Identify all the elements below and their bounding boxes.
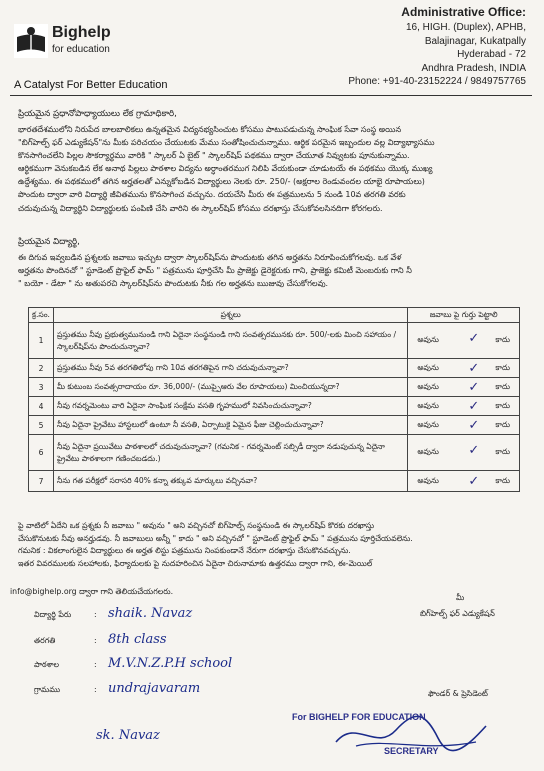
row-question: నీను గత పరీక్షలో సరాసరి 40% కన్నా తక్కువ మార్కులు వచ్చినవా?: [53, 471, 407, 492]
tagline: A Catalyst For Better Education: [14, 79, 168, 91]
tick-mark-icon: ✓: [468, 474, 480, 489]
intro-line: భారతదేశములోని నిరుపేద బాలబాలికలు ఉన్నతమైన విద్యనభ్యసించుట కోసము పాటుపడుచున్న సాంఘిక సేవా సంస్థ అయిన: [18, 125, 402, 134]
table-row: [29, 471, 520, 492]
student-paragraph: [18, 251, 526, 290]
stamp-org: For BIGHELP FOR EDUCATION: [292, 712, 426, 722]
field-value[interactable]: shaik. Navaz: [108, 606, 193, 621]
row-number: 4: [29, 397, 54, 416]
field-value[interactable]: 8th class: [108, 632, 167, 647]
intro-line: చదువుచున్న విద్యార్థిని విద్యార్థులకు పంపిణి చేసి వారిని ఈ స్కాలర్‌షిప్ కోసము దరఖాస్తు చేసుకోవలసినదిగా కోరగలరు.: [18, 203, 383, 213]
student-line: ఈ దిగువ ఇవ్వబడిన ప్రశ్నలకు జవాబు ఇచ్చుట ద్వారా స్కాలర్‌షిప్‌ను పొందుటకు తగిన అర్హతను నిరూపించుకోగలవు. ఒక వేళ: [18, 253, 402, 262]
table-row: [29, 359, 520, 378]
field-value[interactable]: M.V.N.Z.P.H school: [108, 656, 233, 671]
brand-name: Bighelp: [52, 24, 111, 41]
instructions-paragraph: [18, 520, 526, 570]
student-line: అర్హతను పొందినచో " స్టూడెంట్ ప్రొఫైల్ ఫామ్ " పత్రమును పూర్తిచేసి మీ ప్రాజెక్టు డైరెక్టరుకు గాని, ప్రాజెక్టు కమిటీ మెంబరుకు గాని నీ: [18, 266, 412, 276]
contact-line: ఇతర వివరములకు సలహాలకు, ఫిర్యాదులకు పై నుదహరించిన ఏదైనా చిరునామాకు ఉత్తరము ద్వారా గాని, ఈ-మెయిల్: [18, 558, 373, 568]
row-question: మీ కుటుంబ సంవత్సరాదాయం రూ. 36,000/- (ముప్పైఆరు వేల రూపాయలు) మించియున్నదా?: [53, 378, 407, 397]
answer-cell[interactable]: [408, 416, 520, 435]
email-line: info@bighelp.org ద్వారా గాని తెలియచేయగలరు.: [10, 587, 174, 596]
tick-mark-icon: ✓: [468, 418, 480, 433]
tick-mark-icon: ✓: [468, 399, 480, 414]
answer-cell[interactable]: [408, 435, 520, 471]
field-value[interactable]: undrajavaram: [108, 681, 201, 696]
yes-option[interactable]: అవును: [417, 475, 439, 485]
no-option[interactable]: కాదు: [495, 362, 510, 372]
no-option[interactable]: కాదు: [495, 400, 510, 410]
table-row: [29, 397, 520, 416]
founder-title: ఫౌండర్ & ప్రెసిడెంట్: [428, 689, 488, 698]
yes-option[interactable]: అవును: [417, 419, 439, 429]
row-number: 2: [29, 359, 54, 378]
yes-option[interactable]: అవును: [417, 400, 439, 410]
school-field[interactable]: పాఠశాల : M.V.N.Z.P.H school: [34, 656, 233, 671]
intro-salutation: ప్రియమైన ప్రధానోపాధ్యాయులు లేక గ్రామాధికారి,: [18, 109, 177, 119]
row-number: 7: [29, 471, 54, 492]
no-option[interactable]: కాదు: [495, 335, 510, 344]
student-name-field[interactable]: విద్యార్థి పేరు : shaik. Navaz: [34, 606, 193, 621]
row-question: నీవు ఏదైనా ప్రయివేటు పాఠశాలలో చదువుచున్నావా? (గమనిక - గవర్నమెంట్ సబ్సిడీ ద్వారా నడుపుచున్న ఏదైనా ప్రైవేటు పాఠశాలగా గణించబడదు.): [53, 435, 407, 471]
row-number: 5: [29, 416, 54, 435]
office-address: [348, 6, 526, 88]
office-line: Hyderabad - 72: [457, 49, 526, 61]
office-phone: Phone: +91-40-23152224 / 9849757765: [348, 76, 526, 88]
table-row: [29, 435, 520, 471]
row-question: ప్రస్తుతము నీవు ప్రభుత్వమునుండి గాని ఏదైనా సంస్థనుండి గాని సంవత్సరమునకు రూ. 500/-లకు మించి సహాయం / స్కాలర్‌షిప్‌ను పొందుచున్నావా?: [53, 323, 407, 359]
signoff-org: బిగ్‌హెల్ప్ ఫర్ ఎడ్యుకేషన్: [420, 609, 495, 618]
row-question: నీవు ఏదైనా ప్రైవేటు హాస్టలులో ఉంటూ నీ వసతి, ఏర్పాటుకై ఏమైన ఫీజు చెల్లించుచున్నావా?: [53, 416, 407, 435]
brand-subtitle: for education: [52, 44, 110, 55]
instruction-line: చేసుకొనుటకు నీవు అనర్హుడవు. నీ జవాబులు అన్నీ " కాదు " అని వచ్చినచో " స్టూడెంట్ ప్రొఫైల్ ఫామ్ " పత్రమును పూర్తిచేయవలెను.: [18, 533, 413, 543]
stamp-title: SECRETARY: [384, 746, 439, 756]
yours-text: మీ: [456, 593, 465, 602]
answer-cell[interactable]: [408, 323, 520, 359]
yes-option[interactable]: అవును: [417, 362, 439, 372]
intro-line: ఉద్దేశ్యము. ఈ పథకములో తగిన అర్హతలతో ఎన్నుకోబడిన విద్యార్థులు నెలకు రూ. 250/- (అక్షరాల రెండువందల యాభై రూపాయలు): [18, 177, 425, 187]
field-label: గ్రామము: [34, 685, 61, 694]
field-label: విద్యార్థి పేరు: [34, 610, 72, 619]
intro-line: కొనసాగించలేని పిల్లల సౌకర్యార్థము వారికి " స్కాలర్ ఏ బైట్ " స్కాలర్‌షిప్ పథకము ద్వారా చేయూత నివ్వుటకు పూనుకున్నాము.: [18, 151, 410, 161]
answer-cell[interactable]: [408, 471, 520, 492]
yes-option[interactable]: అవును: [417, 335, 439, 344]
row-question: నీవు గవర్నమెంటు వారి ఏదైనా సాంఘిక సంక్షేమ వసతి గృహములో నివసించుచున్నావా?: [53, 397, 407, 416]
row-number: 6: [29, 435, 54, 471]
row-number: 3: [29, 378, 54, 397]
col-header-number: క్ర.సం.: [29, 308, 54, 323]
class-field[interactable]: తరగతి : 8th class: [34, 632, 167, 647]
intro-paragraph: [18, 123, 526, 215]
village-field[interactable]: గ్రామము : undrajavaram: [34, 681, 201, 696]
yes-option[interactable]: అవును: [417, 381, 439, 391]
no-option[interactable]: కాదు: [495, 419, 510, 429]
header-divider: [10, 95, 532, 96]
table-row: [29, 416, 520, 435]
student-signature[interactable]: sk. Navaz: [96, 728, 160, 743]
field-label: పాఠశాల: [34, 660, 60, 669]
col-header-answer: జవాబు పై గుర్తు పెట్టాలి: [408, 308, 520, 323]
no-option[interactable]: కాదు: [495, 447, 510, 456]
col-header-question: ప్రశ్నలు: [53, 308, 407, 323]
table-row: [29, 378, 520, 397]
tick-mark-icon: ✓: [468, 361, 480, 376]
instruction-line: పై వాటిలో ఏదేని ఒక ప్రశ్నకు నీ జవాబు " అవును " అని వచ్చినచో బిగ్‌హెల్ప్ సంస్థనుండి ఈ స్కాలర్‌షిప్ కొరకు దరఖాస్తు: [18, 521, 375, 530]
student-line: " బయో - డేటా " ను అతుపరచి స్కాలర్‌షిప్‌ను పొందుటకు నీకు గల అర్హతను ఋజువు చేసుకోగలవు.: [18, 279, 329, 289]
bighelp-logo-icon: [14, 24, 48, 58]
row-question: ప్రస్తుతము నీవు 5వ తరగతిలోపు గాని 10వ తరగతిపైన గాని చదువుచున్నావా?: [53, 359, 407, 378]
answer-cell[interactable]: [408, 359, 520, 378]
no-option[interactable]: కాదు: [495, 475, 510, 485]
office-title: Administrative Office:: [401, 5, 526, 19]
tick-mark-icon: ✓: [468, 331, 480, 346]
intro-line: పొందుట ద్వారా వారి విద్యార్థి జీవితమును కొనసాగించ వచ్చును. దయచేసి మీరు ఈ పత్రములను 5 నుండి 10వ తరగతి వరకు: [18, 190, 406, 200]
intro-line: "బిగ్‌హెల్ప్ ఫర్ ఎడ్యుకేషన్"ను మీకు పరిచయం చేయుటకు మేము సంతోషించుచున్నాము. ఆర్థిక పరమైన ఇబ్బందుల వల్ల విద్యాభ్యాసము: [18, 138, 435, 148]
answer-cell[interactable]: [408, 397, 520, 416]
office-line: Andhra Pradesh, INDIA: [421, 62, 526, 74]
answer-cell[interactable]: [408, 378, 520, 397]
office-line: Balajinagar, Kukatpally: [424, 35, 526, 47]
office-line: 16, HIGH. (Duplex), APHB,: [405, 22, 526, 34]
tick-mark-icon: ✓: [468, 380, 480, 395]
table-row: [29, 323, 520, 359]
tick-mark-icon: ✓: [468, 443, 480, 458]
field-label: తరగతి: [34, 636, 56, 645]
table-header-row: [29, 308, 520, 323]
row-number: 1: [29, 323, 54, 359]
yes-option[interactable]: అవును: [417, 447, 439, 456]
no-option[interactable]: కాదు: [495, 381, 510, 391]
intro-line: ఆర్థికముగా వెనుకబడిన లేక అనాథ పిల్లలు పాఠశాల విద్యను అర్ధాంతరముగ నిలిపి వేయకుండా చూడుటయే ఈ పథకము యొక్క ముఖ్య: [18, 164, 433, 174]
eligibility-table: [28, 307, 520, 492]
student-salutation: ప్రియమైన విద్యార్థి,: [18, 237, 80, 247]
note-line: గమనిక : వికలాంగులైన విద్యార్థులు ఈ అర్హత లిస్టు పత్రమును నింపకుండానే నేరుగా దరఖాస్తు చేసుకొనవచ్చును.: [18, 546, 351, 556]
